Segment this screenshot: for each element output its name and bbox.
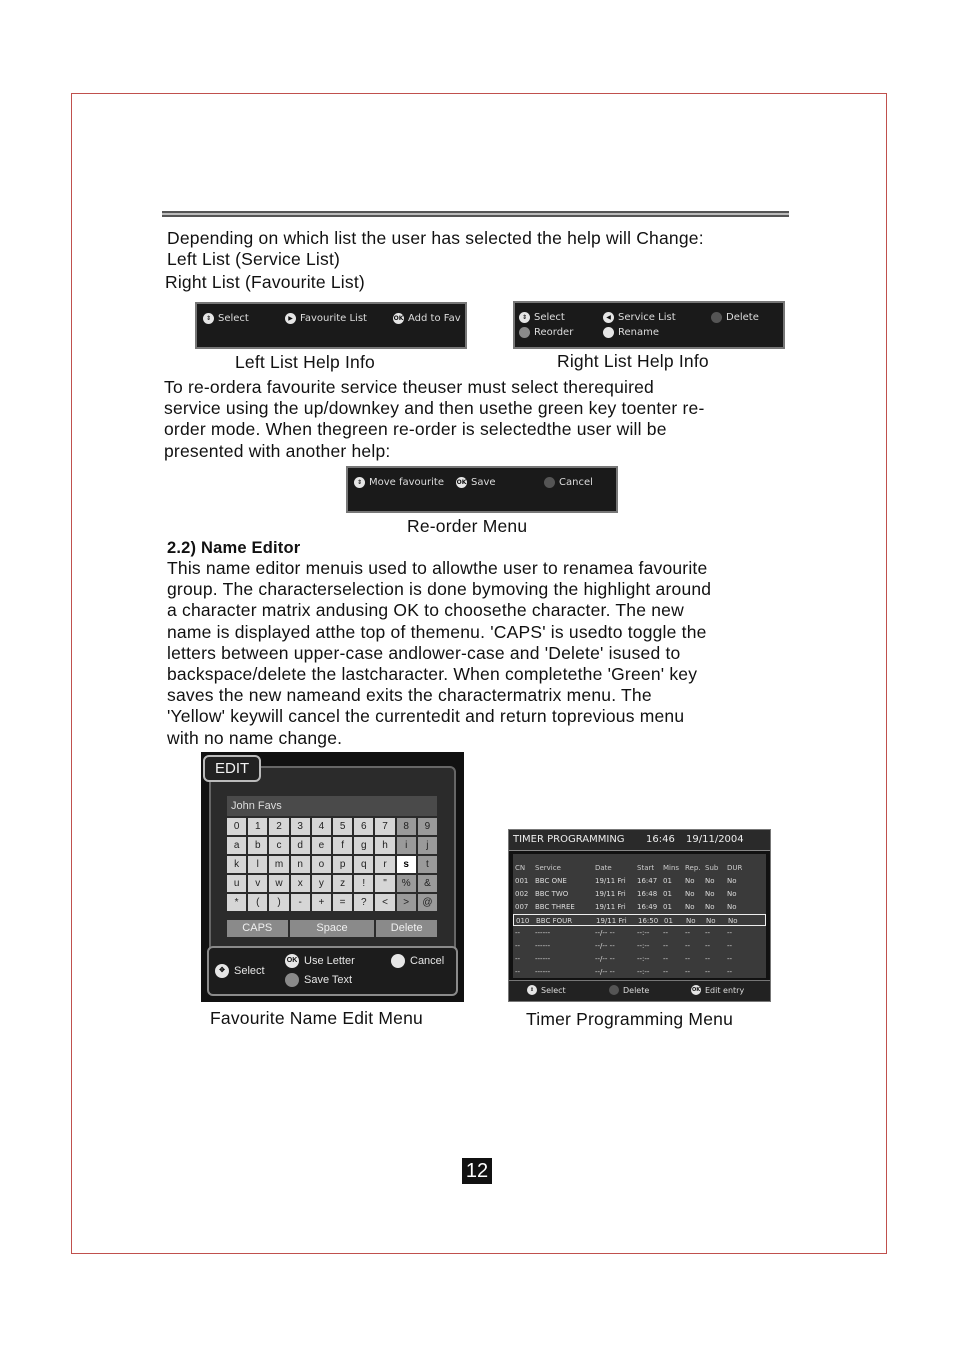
character-key[interactable]: 3: [291, 818, 310, 835]
table-cell: 01: [664, 917, 673, 925]
edit-help-bar: [207, 946, 458, 996]
edit-caption: Favourite Name Edit Menu: [210, 1008, 423, 1028]
help-item-edit-entry: OK Edit entry: [691, 985, 745, 995]
table-cell: --:--: [637, 929, 650, 937]
table-cell: --: [515, 929, 521, 937]
table-cell: No: [727, 877, 737, 885]
help-item-add-to-fav: OK Add to Fav: [393, 313, 461, 324]
intro-line-2: Left List (Service List): [167, 249, 341, 269]
character-matrix: [227, 818, 437, 911]
character-key[interactable]: g: [354, 837, 373, 854]
character-key[interactable]: 0: [227, 818, 246, 835]
table-cell: No: [727, 890, 737, 898]
column-header: Date: [595, 864, 612, 872]
table-header: [513, 862, 766, 874]
character-key[interactable]: @: [418, 894, 437, 911]
name-editor-paragraph: This name editor menuis used to allowthe user to renamea favourite group. The characterselection is done bymoving the highlight around a character matrix andusing OK to choosethe character. The new name is displayed atthe top of themenu. 'CAPS' is usedto toggle the letters between upper-case andlower-case and 'Delete' isused to backspace/delete the lastcharacter. When completethe 'Green' key saves the new nameand exits the charactermatrix menu. The 'Yellow' keywill cancel the currentedit and return toprevious menu with no name change.: [167, 558, 712, 748]
character-key[interactable]: >: [397, 894, 416, 911]
green-key-icon: [285, 973, 299, 987]
table-cell: --/-- --: [595, 955, 615, 963]
ok-icon: OK: [393, 315, 404, 322]
table-cell: 16:47: [637, 877, 658, 885]
yellow-key-icon: [603, 327, 614, 338]
table-cell: No: [685, 903, 695, 911]
table-cell: --: [685, 942, 691, 950]
grey-key-icon: [544, 477, 555, 488]
name-field[interactable]: John Favs: [227, 796, 437, 816]
help-item-favourite-list: ▶ Favourite List: [285, 313, 367, 324]
character-key[interactable]: j: [418, 837, 437, 854]
character-key[interactable]: v: [248, 875, 267, 892]
character-key[interactable]: 8: [397, 818, 416, 835]
yellow-key-icon: [391, 954, 405, 968]
table-cell: --: [663, 968, 669, 976]
reorder-caption: Re-order Menu: [407, 516, 528, 536]
timer-clock: 16:46: [646, 834, 675, 845]
character-key[interactable]: &: [418, 875, 437, 892]
timer-title: TIMER PROGRAMMING: [513, 834, 625, 845]
timer-screen: [508, 829, 771, 1002]
table-cell: --: [727, 968, 733, 976]
character-key[interactable]: r: [375, 856, 394, 873]
help-item-cancel: Cancel: [544, 477, 593, 488]
character-key[interactable]: o: [312, 856, 331, 873]
table-cell: ------: [535, 929, 551, 937]
table-cell: 19/11 Fri: [595, 877, 626, 885]
column-header: DUR: [727, 864, 743, 872]
left-list-help-bar: [195, 302, 467, 349]
help-item-select: ⇕ Select: [203, 313, 249, 324]
character-key[interactable]: b: [248, 837, 267, 854]
table-cell: 01: [663, 903, 672, 911]
help-item-select: ✥ Select: [215, 964, 265, 978]
table-row[interactable]: [513, 875, 766, 887]
ok-icon: OK: [285, 954, 299, 968]
character-key[interactable]: 1: [248, 818, 267, 835]
help-item-delete: Delete: [609, 985, 649, 995]
table-row[interactable]: [513, 953, 766, 965]
intro-line-3: Right List (Favourite List): [165, 272, 365, 292]
table-cell: 002: [515, 890, 529, 898]
right-arrow-icon: ▶: [285, 313, 296, 324]
help-item-service-list: ◀ Service List: [603, 312, 676, 323]
character-key[interactable]: (: [248, 894, 267, 911]
section-heading: 2.2) Name Editor: [167, 539, 301, 557]
character-key[interactable]: t: [418, 856, 437, 873]
table-cell: --: [727, 955, 733, 963]
timer-title-bar: [509, 830, 770, 851]
column-header: CN: [515, 864, 526, 872]
updown-icon: ⇕: [203, 313, 214, 324]
table-row[interactable]: [513, 940, 766, 952]
character-key[interactable]: +: [312, 894, 331, 911]
table-row[interactable]: [513, 927, 766, 939]
ok-icon: OK: [456, 479, 467, 486]
dpad-icon: ✥: [215, 964, 229, 978]
character-key[interactable]: h: [375, 837, 394, 854]
help-item-select: ⇕ Select: [519, 312, 565, 323]
help-item-save: OK Save: [456, 477, 496, 488]
table-cell: 007: [515, 903, 529, 911]
table-row[interactable]: [513, 966, 766, 978]
character-key[interactable]: l: [248, 856, 267, 873]
left-help-caption: Left List Help Info: [235, 352, 375, 372]
character-key[interactable]: ": [375, 875, 394, 892]
header-rule: [162, 211, 789, 217]
table-cell: 010: [516, 917, 530, 925]
left-arrow-icon: ◀: [603, 312, 614, 323]
space-key[interactable]: Space: [290, 920, 375, 937]
help-item-save-text: Save Text: [285, 973, 352, 987]
right-list-help-bar: [513, 301, 785, 349]
character-key[interactable]: u: [227, 875, 246, 892]
character-key[interactable]: %: [397, 875, 416, 892]
table-cell: --: [663, 955, 669, 963]
table-cell: No: [705, 890, 715, 898]
character-key[interactable]: =: [333, 894, 352, 911]
table-cell: --/-- --: [595, 968, 615, 976]
reorder-paragraph: To re-ordera favourite service theuser must select therequired service using the up/downkey and then usethe green key toenter re- order mode. When thegreen re-order is selectedthe user will be presented with another help:: [164, 377, 705, 461]
character-key[interactable]: 5: [333, 818, 352, 835]
timer-help-bar: [509, 980, 770, 1001]
character-key[interactable]: s: [397, 856, 416, 873]
character-key[interactable]: w: [269, 875, 288, 892]
table-cell: 01: [663, 877, 672, 885]
table-cell: --: [663, 929, 669, 937]
table-cell: --:--: [637, 942, 650, 950]
table-cell: --: [515, 968, 521, 976]
table-cell: --: [515, 942, 521, 950]
help-item-cancel: Cancel: [391, 954, 444, 968]
table-cell: 19/11 Fri: [596, 917, 627, 925]
edit-screen: [201, 752, 464, 1002]
character-key[interactable]: e: [312, 837, 331, 854]
table-cell: No: [686, 917, 696, 925]
character-key[interactable]: f: [333, 837, 352, 854]
table-cell: 16:50: [638, 917, 659, 925]
character-key[interactable]: 4: [312, 818, 331, 835]
table-cell: No: [685, 877, 695, 885]
table-row[interactable]: [513, 888, 766, 900]
timer-table: [513, 854, 766, 978]
table-cell: No: [706, 917, 716, 925]
table-cell: --: [705, 968, 711, 976]
character-key[interactable]: i: [397, 837, 416, 854]
table-cell: No: [705, 903, 715, 911]
column-header: Mins: [663, 864, 680, 872]
character-key[interactable]: -: [291, 894, 310, 911]
table-cell: --:--: [637, 968, 650, 976]
character-key[interactable]: 7: [375, 818, 394, 835]
table-cell: --: [685, 955, 691, 963]
timer-date: 19/11/2004: [686, 834, 744, 845]
column-header: Sub: [705, 864, 719, 872]
character-key[interactable]: x: [291, 875, 310, 892]
table-row[interactable]: [513, 914, 766, 926]
help-item-delete: Delete: [711, 312, 759, 323]
table-cell: --: [685, 929, 691, 937]
updown-icon: ⇕: [519, 312, 530, 323]
table-cell: 16:49: [637, 903, 658, 911]
character-key[interactable]: m: [269, 856, 288, 873]
right-help-caption: Right List Help Info: [557, 351, 709, 371]
intro-line-1: Depending on which list the user has selected the help will Change:: [167, 228, 704, 248]
character-key[interactable]: <: [375, 894, 394, 911]
green-key-icon: [519, 327, 530, 338]
character-key[interactable]: 9: [418, 818, 437, 835]
character-key[interactable]: n: [291, 856, 310, 873]
table-cell: --: [727, 929, 733, 937]
table-row[interactable]: [513, 901, 766, 913]
character-key[interactable]: k: [227, 856, 246, 873]
red-key-icon: [711, 312, 722, 323]
character-key[interactable]: y: [312, 875, 331, 892]
updown-icon: ⇕: [354, 477, 365, 488]
character-key[interactable]: a: [227, 837, 246, 854]
column-header: Rep.: [685, 864, 701, 872]
table-cell: 19/11 Fri: [595, 890, 626, 898]
page-number: 12: [462, 1158, 492, 1184]
character-key[interactable]: d: [291, 837, 310, 854]
table-cell: --/-- --: [595, 942, 615, 950]
table-cell: BBC TWO: [535, 890, 569, 898]
table-cell: --: [685, 968, 691, 976]
table-cell: --: [515, 955, 521, 963]
edit-tab: EDIT: [203, 755, 261, 782]
table-cell: BBC ONE: [535, 877, 567, 885]
table-cell: --:--: [637, 955, 650, 963]
help-item-use-letter: OK Use Letter: [286, 955, 355, 967]
character-key[interactable]: 2: [269, 818, 288, 835]
table-cell: --: [705, 942, 711, 950]
updown-icon: ⇕: [527, 985, 537, 995]
ok-icon: OK: [691, 987, 701, 993]
help-item-rename: Rename: [603, 327, 659, 338]
table-cell: ------: [535, 955, 551, 963]
table-cell: --: [705, 929, 711, 937]
help-item-select: ⇕ Select: [527, 985, 566, 995]
reorder-help-bar: [346, 466, 618, 513]
red-key-icon: [609, 985, 619, 995]
delete-key[interactable]: Delete: [376, 920, 437, 937]
table-cell: 16:48: [637, 890, 658, 898]
help-item-reorder: Reorder: [519, 327, 573, 338]
table-cell: No: [727, 903, 737, 911]
character-key[interactable]: z: [333, 875, 352, 892]
caps-key[interactable]: CAPS: [227, 920, 288, 937]
table-cell: --: [727, 942, 733, 950]
character-key[interactable]: 6: [354, 818, 373, 835]
table-cell: BBC THREE: [535, 903, 575, 911]
character-key[interactable]: p: [333, 856, 352, 873]
table-cell: --: [705, 955, 711, 963]
table-cell: No: [685, 890, 695, 898]
character-key[interactable]: ?: [354, 894, 373, 911]
character-key[interactable]: c: [269, 837, 288, 854]
table-cell: 01: [663, 890, 672, 898]
table-cell: --: [663, 942, 669, 950]
table-cell: ------: [535, 968, 551, 976]
character-key[interactable]: !: [354, 875, 373, 892]
table-cell: BBC FOUR: [536, 917, 573, 925]
character-key[interactable]: q: [354, 856, 373, 873]
character-key[interactable]: ): [269, 894, 288, 911]
table-cell: 001: [515, 877, 529, 885]
column-header: Start: [637, 864, 655, 872]
table-cell: ------: [535, 942, 551, 950]
table-cell: 19/11 Fri: [595, 903, 626, 911]
help-item-move-favourite: ⇕ Move favourite: [354, 477, 444, 488]
character-key[interactable]: *: [227, 894, 246, 911]
table-cell: No: [728, 917, 738, 925]
function-key-row: [227, 920, 437, 937]
timer-caption: Timer Programming Menu: [526, 1009, 734, 1029]
table-cell: No: [705, 877, 715, 885]
column-header: Service: [535, 864, 561, 872]
table-cell: --/-- --: [595, 929, 615, 937]
